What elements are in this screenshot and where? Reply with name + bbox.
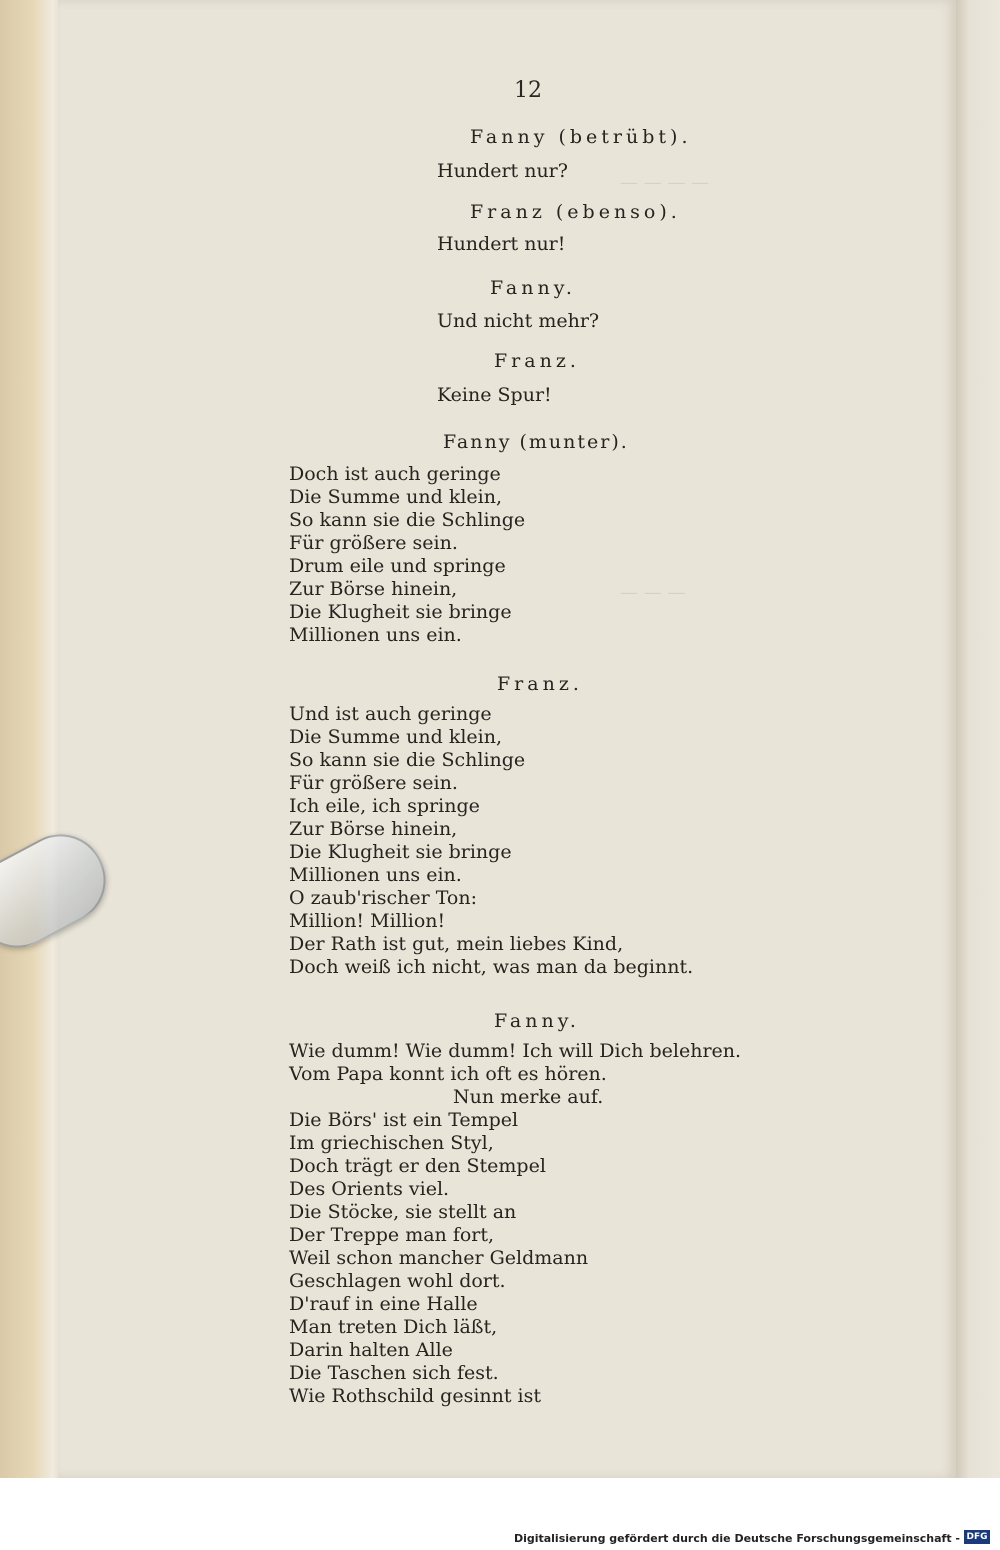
verse-line: D'rauf in eine Halle [289, 1293, 478, 1315]
verse-line: Zur Börse hinein, [289, 818, 458, 840]
verse-line: Geschlagen wohl dort. [289, 1270, 506, 1292]
verse-line: So kann sie die Schlinge [289, 749, 526, 771]
verse-line: Die Stöcke, sie stellt an [289, 1201, 517, 1223]
verse-line: Drum eile und springe [289, 555, 506, 577]
verse-line: Man treten Dich läßt, [289, 1316, 498, 1338]
verse-line: Millionen uns ein. [289, 864, 462, 886]
verse-line: Die Klugheit sie bringe [289, 601, 512, 623]
speaker-label: Fanny. [490, 277, 576, 299]
verse-line: Der Treppe man fort, [289, 1224, 495, 1246]
book-spine-edge [0, 0, 62, 1478]
dialogue-line: Und nicht mehr? [437, 310, 600, 332]
verse-line: Doch trägt er den Stempel [289, 1155, 546, 1177]
speaker-label: Fanny (munter). [443, 431, 629, 453]
verse-line: Und ist auch geringe [289, 703, 492, 725]
dialogue-line: Keine Spur! [437, 384, 552, 406]
verse-block-fanny-2 [289, 1040, 741, 1408]
verse-line: Weil schon mancher Geldmann [289, 1247, 589, 1269]
verse-line: Für größere sein. [289, 532, 458, 554]
verse-line: Die Klugheit sie bringe [289, 841, 512, 863]
verse-block-franz [289, 703, 693, 979]
verse-line: Wie dumm! Wie dumm! Ich will Dich belehren. [289, 1040, 742, 1062]
funding-notice: Digitalisierung gefördert durch die Deutsche Forschungsgemeinschaft - [513, 1532, 960, 1545]
verse-line: Die Börs' ist ein Tempel [289, 1109, 519, 1131]
dialogue-line: Hundert nur? [437, 160, 568, 182]
verse-line: Millionen uns ein. [289, 624, 462, 646]
verse-line: Für größere sein. [289, 772, 458, 794]
verse-line: Ich eile, ich springe [289, 795, 480, 817]
verse-line: O zaub'rischer Ton: [289, 887, 478, 909]
next-page-edge [956, 0, 1000, 1478]
show-through: — — — — [620, 172, 710, 193]
speaker-label: Franz. [497, 673, 583, 695]
verse-block-fanny [289, 463, 525, 647]
verse-line: Nun merke auf. [453, 1086, 604, 1108]
verse-line: Die Taschen sich fest. [289, 1362, 499, 1384]
verse-line: Wie Rothschild gesinnt ist [289, 1385, 542, 1407]
dialogue-line: Hundert nur! [437, 233, 566, 255]
verse-line: Die Summe und klein, [289, 486, 503, 508]
verse-line: So kann sie die Schlinge [289, 509, 526, 531]
speaker-label: Fanny (betrübt). [470, 126, 692, 148]
verse-line: Die Summe und klein, [289, 726, 503, 748]
verse-line: Darin halten Alle [289, 1339, 453, 1361]
verse-line: Des Orients viel. [289, 1178, 450, 1200]
speaker-label: Franz. [494, 350, 580, 372]
verse-line: Vom Papa konnt ich oft es hören. [289, 1063, 607, 1085]
show-through: — — — [620, 582, 686, 603]
verse-line: Im griechischen Styl, [289, 1132, 494, 1154]
verse-line: Doch ist auch geringe [289, 463, 501, 485]
page-number: 12 [514, 78, 542, 103]
verse-line: Zur Börse hinein, [289, 578, 458, 600]
dfg-logo-icon: DFG [964, 1530, 990, 1544]
verse-line: Doch weiß ich nicht, was man da beginnt. [289, 956, 694, 978]
speaker-label: Franz (ebenso). [470, 201, 681, 223]
verse-line: Der Rath ist gut, mein liebes Kind, [289, 933, 624, 955]
verse-line: Million! Million! [289, 910, 446, 932]
speaker-label: Fanny. [494, 1010, 580, 1032]
